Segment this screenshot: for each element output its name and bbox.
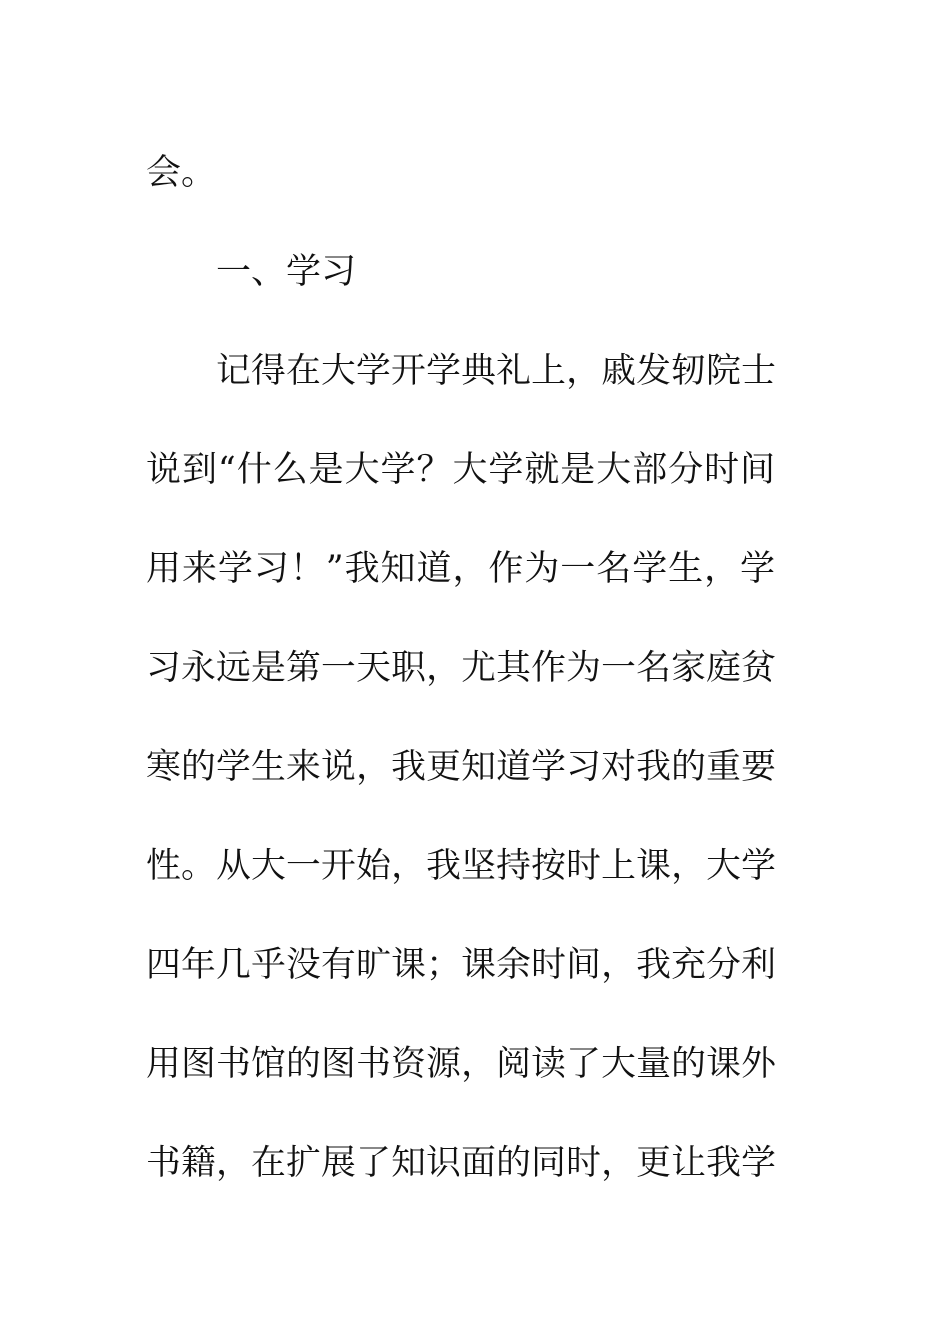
document-body xyxy=(146,124,776,1213)
paragraph-line: 记得在大学开学典礼上，戚发轫院士 xyxy=(216,351,776,391)
paragraph-line: 性。从大一开始，我坚持按时上课，大学 xyxy=(146,846,776,886)
paragraph-line: 用图书馆的图书资源，阅读了大量的课外 xyxy=(146,1044,776,1084)
paragraph-line: 寒的学生来说，我更知道学习对我的重要 xyxy=(146,747,776,787)
paragraph-line: 说到“什么是大学？大学就是大部分时间 xyxy=(146,450,776,490)
section-heading-study: 一、学习 xyxy=(216,252,357,292)
paragraph-end-line: 会。 xyxy=(146,153,217,193)
paragraph-line: 四年几乎没有旷课；课余时间，我充分利 xyxy=(146,945,776,985)
paragraph-line: 书籍，在扩展了知识面的同时，更让我学 xyxy=(146,1143,776,1183)
paragraph-line: 用来学习！”我知道，作为一名学生，学 xyxy=(146,549,776,589)
paragraph-line: 习永远是第一天职，尤其作为一名家庭贫 xyxy=(146,648,776,688)
